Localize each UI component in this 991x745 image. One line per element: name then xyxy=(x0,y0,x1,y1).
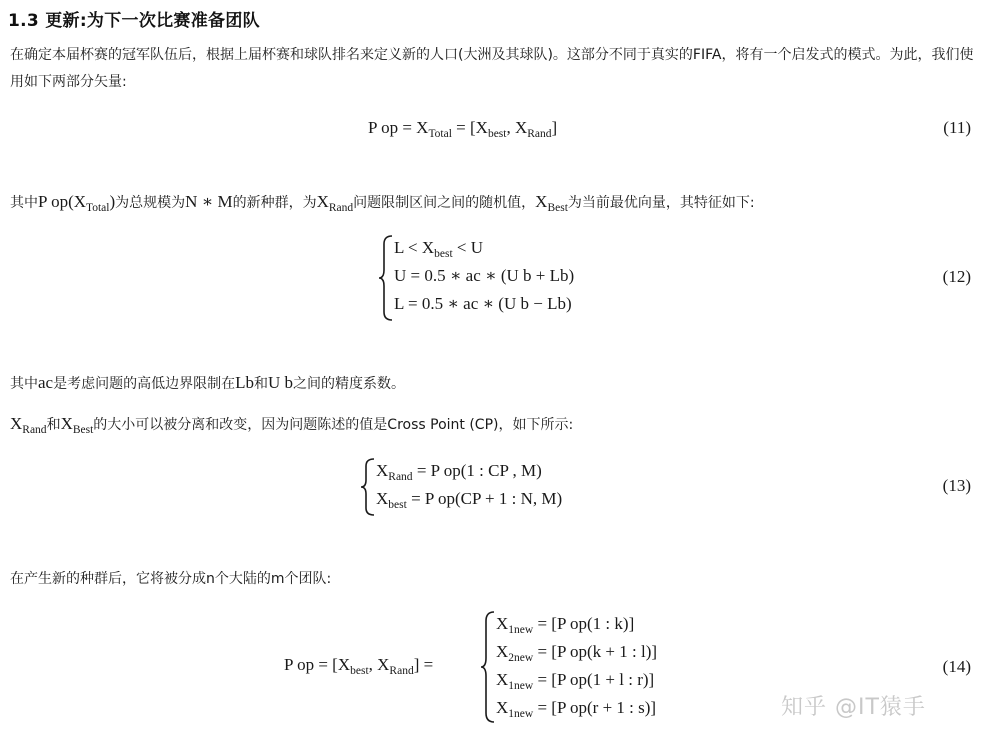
equation-11: P op = $X_{Total} = [X_{best}$, $X_{Rand}$] xyxy=(368,118,558,140)
precision-paragraph: 其中ac是考虑问题的高低边界限制在Lb和U b之间的精度系数。 xyxy=(10,373,406,392)
equation-12-number: (12) xyxy=(942,267,971,286)
equation-13-number: (13) xyxy=(942,476,971,495)
equation-14-number: (14) xyxy=(942,657,971,676)
eq14-row-4: $X_{1new} = [P$ op(r + 1 : s)] xyxy=(496,698,657,720)
watermark: 知乎 @IT猿手 xyxy=(781,695,926,720)
equation-13 xyxy=(360,457,640,519)
eq13-row-1: $X_{Rand} = P$ op(1 : CP , M) xyxy=(376,461,542,483)
split-paragraph: 在产生新的种群后，它将被分成n个大陆的m个团队: xyxy=(10,571,332,587)
eq14-row-1: $X_{1new} = [P$ op(1 : k)] xyxy=(496,614,635,636)
eq13-row-2: $X_{best} = P$ op(CP + 1 : N, M) xyxy=(376,489,563,511)
eq12-row-3: L = 0.5 ∗ ac ∗ (U b − Lb) xyxy=(394,294,572,313)
left-brace xyxy=(378,234,394,322)
eq12-row-1: $L < X_{best} < U$ xyxy=(394,238,484,260)
eq14-row-3: $X_{1new} = [P$ op(1 + l : r)] xyxy=(496,670,655,692)
left-brace xyxy=(480,610,496,724)
eq12-row-2: U = 0.5 ∗ ac ∗ (U b + Lb) xyxy=(394,266,575,285)
equation-14-lhs: P op = [$X_{best}$, $X_{Rand}$] = xyxy=(284,655,434,677)
eq14-row-2: $X_{2new} = [P$ op(k + 1 : l)] xyxy=(496,642,658,664)
equation-11-number: (11) xyxy=(943,118,971,137)
crosspoint-paragraph: $X_{Rand}$和$X_{Best}$的大小可以被分离和改变，因为问题陈述的值是Cross Point (CP)，如下所示: xyxy=(10,414,574,436)
equation-12 xyxy=(378,234,638,324)
section-heading: 1.3 更新:为下一次比赛准备团队 xyxy=(8,11,260,31)
equation-14-cases xyxy=(480,610,720,726)
definition-paragraph: 其中P $op(X_{Total})$为总规模为N ∗ M的新种群，为$X_{Rand}$问题限制区间之间的随机值，$X_{Best}$为当前最优向量，其特征如下: xyxy=(10,192,755,214)
left-brace xyxy=(360,457,376,517)
intro-paragraph: 在确定本届杯赛的冠军队伍后，根据上届杯赛和球队排名来定义新的人口(大洲及其球队)。这部分不同于真实的FIFA，将有一个启发式的模式。为此，我们使用如下两部分矢量: xyxy=(10,47,974,90)
